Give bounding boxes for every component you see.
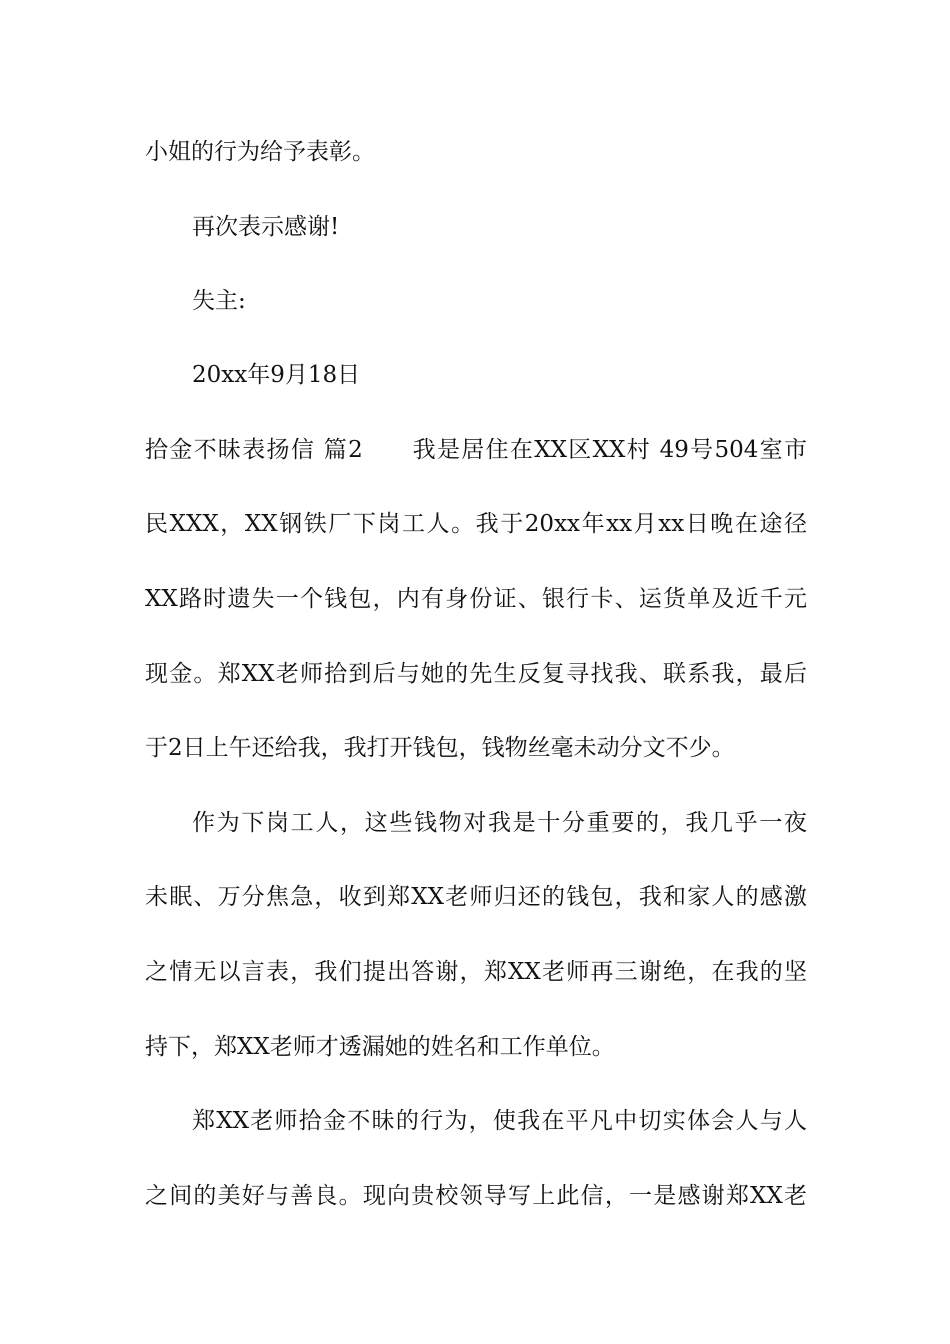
- text-line-15: 之间的美好与善良。现向贵校领导写上此信，一是感谢郑XX老: [145, 1183, 807, 1209]
- text-line-7: XX路时遗失一个钱包，内有身份证、银行卡、运货单及近千元: [145, 586, 807, 612]
- text-line-13: 持下，郑XX老师才透漏她的姓名和工作单位。: [145, 1034, 615, 1060]
- text-line-9: 于2日上午还给我，我打开钱包，钱物丝毫未动分文不少。: [145, 735, 735, 761]
- text-line-4: 20xx年9月18日: [192, 362, 361, 388]
- text-line-14: 郑XX老师拾金不昧的行为，使我在平凡中切实体会人与人: [192, 1108, 807, 1134]
- text-line-10: 作为下岗工人，这些钱物对我是十分重要的，我几乎一夜: [192, 810, 807, 836]
- text-line-11: 未眠、万分焦急，收到郑XX老师归还的钱包，我和家人的感激: [145, 884, 807, 910]
- text-line-3: 失主:: [192, 288, 246, 314]
- text-line-2: 再次表示感谢!: [192, 214, 340, 240]
- text-line-1: 小姐的行为给予表彰。: [145, 139, 375, 165]
- text-line-8: 现金。郑XX老师拾到后与她的先生反复寻找我、联系我，最后: [145, 661, 807, 687]
- text-line-12: 之情无以言表，我们提出答谢，郑XX老师再三谢绝，在我的坚: [145, 959, 807, 985]
- text-line-5: 拾金不昧表扬信 篇2 我是居住在XX区XX村 49号504室市: [145, 437, 807, 463]
- text-line-6: 民XXX，XX钢铁厂下岗工人。我于20xx年xx月xx日晚在途径: [145, 511, 807, 537]
